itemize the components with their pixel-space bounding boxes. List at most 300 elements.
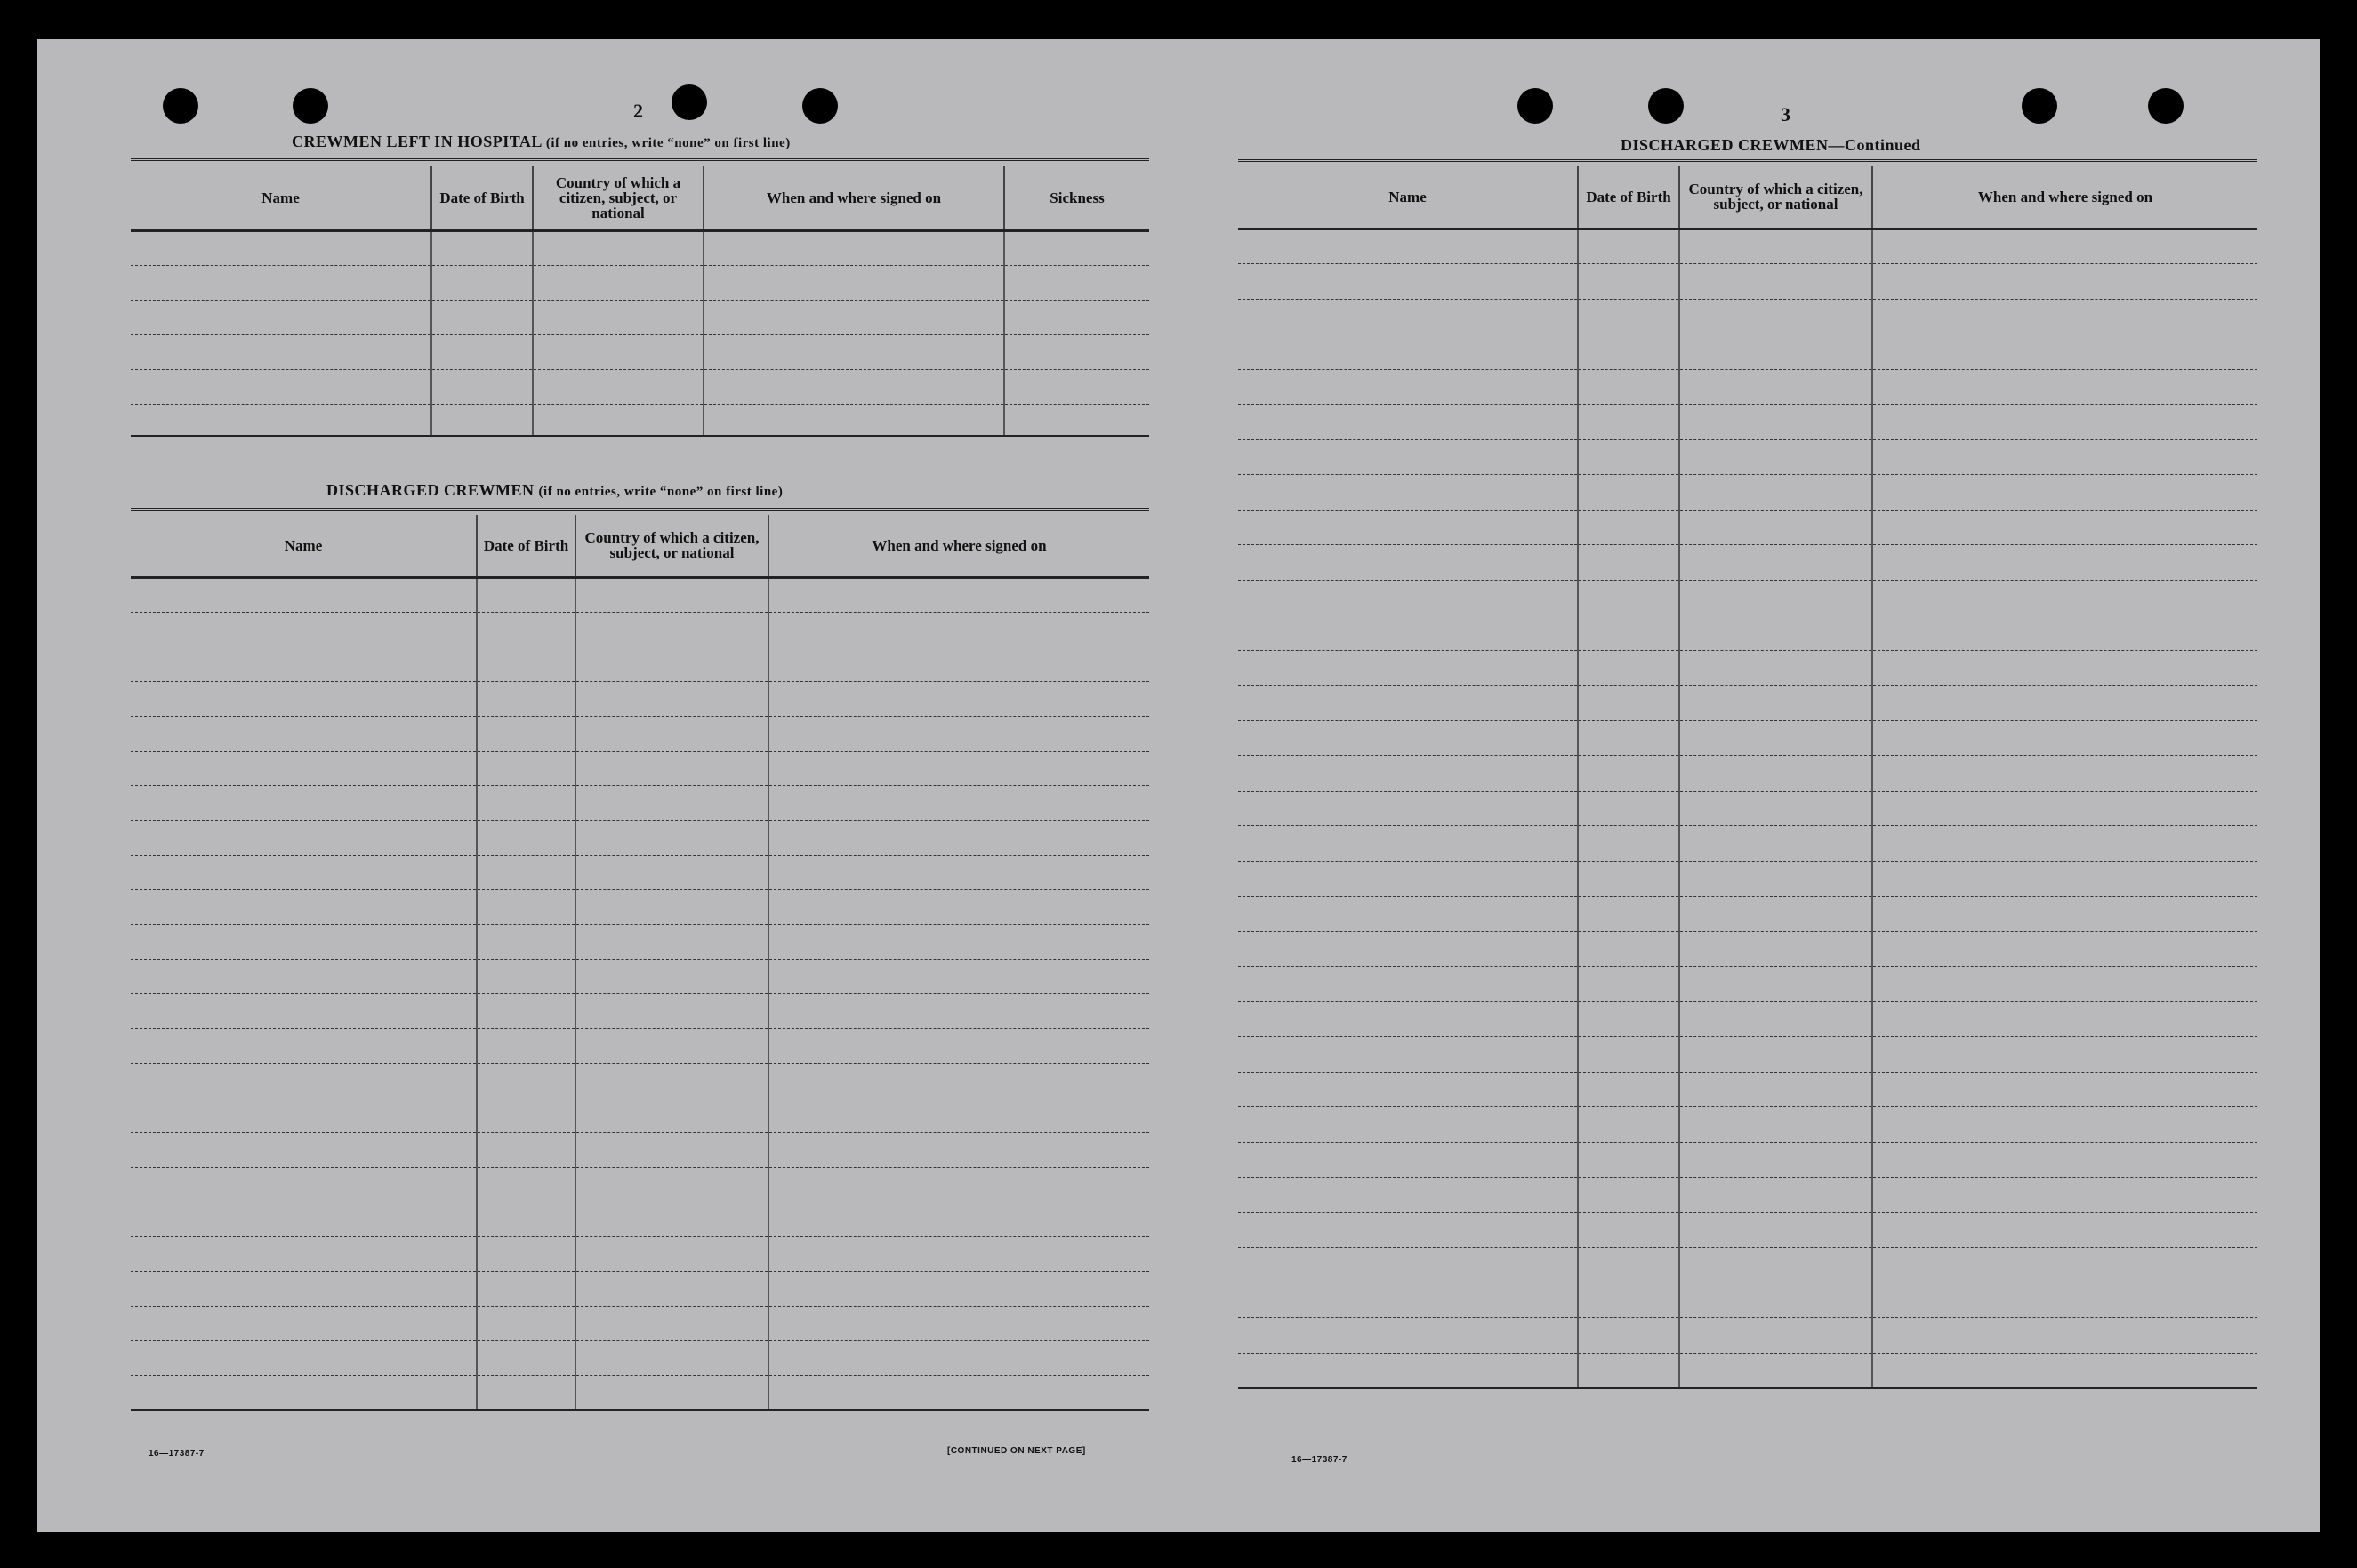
cell-name[interactable]	[1238, 650, 1578, 686]
cell-name[interactable]	[131, 612, 477, 647]
cell-name[interactable]	[1238, 1283, 1578, 1318]
cell-signed-on[interactable]	[768, 993, 1149, 1028]
cell-country[interactable]	[533, 404, 704, 436]
cell-country[interactable]	[1679, 1142, 1872, 1178]
cell-signed-on[interactable]	[704, 265, 1004, 300]
hospital-title-text: CREWMEN LEFT IN HOSPITAL	[292, 133, 542, 150]
cell-date-of-birth[interactable]	[1578, 1107, 1679, 1143]
cell-signed-on[interactable]	[768, 889, 1149, 924]
table-row	[131, 1063, 1149, 1098]
cell-country[interactable]	[533, 230, 704, 265]
cell-date-of-birth[interactable]	[1578, 299, 1679, 334]
cell-signed-on[interactable]	[768, 959, 1149, 993]
cell-date-of-birth[interactable]	[1578, 510, 1679, 545]
cell-country[interactable]	[1679, 1001, 1872, 1037]
cell-date-of-birth[interactable]	[477, 751, 575, 785]
cell-country[interactable]	[575, 1167, 768, 1202]
cell-signed-on[interactable]	[1872, 299, 2257, 334]
cell-date-of-birth[interactable]	[477, 855, 575, 889]
cell-sickness[interactable]	[1004, 230, 1149, 265]
cell-signed-on[interactable]	[1872, 510, 2257, 545]
cell-date-of-birth[interactable]	[1578, 229, 1679, 264]
cell-date-of-birth[interactable]	[1578, 1248, 1679, 1283]
cell-name[interactable]	[1238, 1353, 1578, 1388]
col-signed-on: When and where signed on	[768, 515, 1149, 577]
cell-country[interactable]	[575, 1375, 768, 1410]
cell-date-of-birth[interactable]	[1578, 1037, 1679, 1073]
cell-name[interactable]	[1238, 897, 1578, 932]
cell-country[interactable]	[1679, 615, 1872, 651]
cell-signed-on[interactable]	[768, 647, 1149, 681]
cell-country[interactable]	[1679, 510, 1872, 545]
cell-country[interactable]	[575, 993, 768, 1028]
cell-name[interactable]	[1238, 1178, 1578, 1213]
cell-date-of-birth[interactable]	[1578, 1142, 1679, 1178]
cell-signed-on[interactable]	[1872, 1318, 2257, 1354]
cell-signed-on[interactable]	[768, 1340, 1149, 1375]
table-row	[131, 577, 1149, 612]
cell-signed-on[interactable]	[768, 1306, 1149, 1340]
cell-country[interactable]	[575, 612, 768, 647]
cell-date-of-birth[interactable]	[477, 1028, 575, 1063]
cell-signed-on[interactable]	[1872, 439, 2257, 475]
cell-date-of-birth[interactable]	[477, 716, 575, 751]
cell-country[interactable]	[1679, 334, 1872, 370]
cell-date-of-birth[interactable]	[477, 1202, 575, 1236]
cell-country[interactable]	[1679, 720, 1872, 756]
cell-name[interactable]	[1238, 826, 1578, 862]
cell-country[interactable]	[575, 1306, 768, 1340]
cell-date-of-birth[interactable]	[477, 889, 575, 924]
cell-name[interactable]	[131, 647, 477, 681]
col-date-of-birth: Date of Birth	[1578, 166, 1679, 229]
cell-country[interactable]	[1679, 931, 1872, 967]
col-name: Name	[131, 515, 477, 577]
cell-signed-on[interactable]	[1872, 405, 2257, 440]
cell-signed-on[interactable]	[1872, 1212, 2257, 1248]
cell-signed-on[interactable]	[1872, 720, 2257, 756]
table-row	[1238, 686, 2257, 721]
cell-date-of-birth[interactable]	[477, 1063, 575, 1098]
cell-name[interactable]	[131, 785, 477, 820]
cell-date-of-birth[interactable]	[1578, 1212, 1679, 1248]
cell-name[interactable]	[1238, 791, 1578, 826]
cell-country[interactable]	[575, 647, 768, 681]
table-row	[131, 855, 1149, 889]
cell-name[interactable]	[1238, 1107, 1578, 1143]
cell-name[interactable]	[1238, 686, 1578, 721]
cell-name[interactable]	[131, 1132, 477, 1167]
cell-country[interactable]	[1679, 650, 1872, 686]
cell-name[interactable]	[131, 1340, 477, 1375]
cell-country[interactable]	[1679, 299, 1872, 334]
cell-country[interactable]	[575, 751, 768, 785]
cell-name[interactable]	[131, 1063, 477, 1098]
cell-date-of-birth[interactable]	[1578, 615, 1679, 651]
cell-country[interactable]	[1679, 967, 1872, 1002]
cell-date-of-birth[interactable]	[1578, 1318, 1679, 1354]
cell-date-of-birth[interactable]	[477, 785, 575, 820]
discharged-continued-title: DISCHARGED CREWMEN—Continued	[1621, 136, 1921, 154]
cell-country[interactable]	[1679, 1283, 1872, 1318]
cell-date-of-birth[interactable]	[1578, 686, 1679, 721]
table-row	[1238, 475, 2257, 511]
cell-date-of-birth[interactable]	[477, 1236, 575, 1271]
cell-signed-on[interactable]	[1872, 967, 2257, 1002]
cell-name[interactable]	[1238, 931, 1578, 967]
cell-name[interactable]	[131, 1028, 477, 1063]
cell-name[interactable]	[1238, 1318, 1578, 1354]
cell-signed-on[interactable]	[704, 369, 1004, 404]
table-row	[1238, 405, 2257, 440]
cell-signed-on[interactable]	[1872, 1142, 2257, 1178]
cell-country[interactable]	[1679, 897, 1872, 932]
cell-country[interactable]	[1679, 1178, 1872, 1213]
cell-country[interactable]	[1679, 791, 1872, 826]
cell-name[interactable]	[131, 820, 477, 855]
cell-name[interactable]	[1238, 510, 1578, 545]
cell-name[interactable]	[1238, 1037, 1578, 1073]
form-number: 16—17387-7	[1291, 1455, 1347, 1465]
cell-name[interactable]	[131, 1306, 477, 1340]
cell-date-of-birth[interactable]	[1578, 826, 1679, 862]
cell-signed-on[interactable]	[1872, 334, 2257, 370]
cell-date-of-birth[interactable]	[477, 681, 575, 716]
cell-signed-on[interactable]	[1872, 1283, 2257, 1318]
cell-date-of-birth[interactable]	[1578, 1353, 1679, 1388]
cell-name[interactable]	[1238, 369, 1578, 405]
cell-signed-on[interactable]	[768, 1271, 1149, 1306]
cell-signed-on[interactable]	[768, 1167, 1149, 1202]
cell-date-of-birth[interactable]	[1578, 1178, 1679, 1213]
cell-country[interactable]	[1679, 439, 1872, 475]
cell-date-of-birth[interactable]	[1578, 897, 1679, 932]
cell-date-of-birth[interactable]	[1578, 650, 1679, 686]
cell-date-of-birth[interactable]	[431, 230, 533, 265]
cell-country[interactable]	[575, 1271, 768, 1306]
cell-signed-on[interactable]	[768, 681, 1149, 716]
cell-signed-on[interactable]	[1872, 1107, 2257, 1143]
cell-signed-on[interactable]	[1872, 615, 2257, 651]
cell-name[interactable]	[131, 334, 431, 369]
cell-name[interactable]	[1238, 299, 1578, 334]
discharged-continued-top-rule	[1238, 159, 2257, 162]
cell-name[interactable]	[1238, 1001, 1578, 1037]
cell-name[interactable]	[131, 230, 431, 265]
cell-sickness[interactable]	[1004, 300, 1149, 334]
cell-name[interactable]	[1238, 334, 1578, 370]
cell-date-of-birth[interactable]	[477, 1132, 575, 1167]
cell-signed-on[interactable]	[768, 1098, 1149, 1132]
cell-signed-on[interactable]	[1872, 931, 2257, 967]
col-sickness: Sickness	[1004, 166, 1149, 230]
cell-country[interactable]	[1679, 1072, 1872, 1107]
cell-date-of-birth[interactable]	[431, 265, 533, 300]
cell-signed-on[interactable]	[768, 577, 1149, 612]
cell-signed-on[interactable]	[1872, 369, 2257, 405]
cell-name[interactable]	[1238, 580, 1578, 615]
cell-name[interactable]	[1238, 264, 1578, 300]
table-row	[1238, 1001, 2257, 1037]
cell-signed-on[interactable]	[768, 716, 1149, 751]
cell-signed-on[interactable]	[1872, 650, 2257, 686]
cell-name[interactable]	[1238, 1248, 1578, 1283]
cell-name[interactable]	[131, 1271, 477, 1306]
cell-country[interactable]	[1679, 1212, 1872, 1248]
discharged-continued-rows	[1238, 229, 2257, 1388]
cell-date-of-birth[interactable]	[477, 1306, 575, 1340]
col-country: Country of which a citizen, subject, or national	[533, 166, 704, 230]
table-row	[131, 1340, 1149, 1375]
cell-name[interactable]	[131, 1236, 477, 1271]
cell-country[interactable]	[575, 1202, 768, 1236]
cell-country[interactable]	[1679, 756, 1872, 792]
cell-name[interactable]	[1238, 475, 1578, 511]
cell-signed-on[interactable]	[1872, 1072, 2257, 1107]
cell-signed-on[interactable]	[1872, 264, 2257, 300]
cell-signed-on[interactable]	[704, 300, 1004, 334]
cell-date-of-birth[interactable]	[477, 1375, 575, 1410]
cell-date-of-birth[interactable]	[1578, 861, 1679, 897]
cell-date-of-birth[interactable]	[477, 612, 575, 647]
cell-date-of-birth[interactable]	[1578, 580, 1679, 615]
cell-country[interactable]	[1679, 1318, 1872, 1354]
cell-name[interactable]	[1238, 861, 1578, 897]
cell-country[interactable]	[575, 1340, 768, 1375]
col-country: Country of which a citizen, subject, or national	[575, 515, 768, 577]
cell-signed-on[interactable]	[1872, 1353, 2257, 1388]
discharged-rows	[131, 577, 1149, 1410]
cell-date-of-birth[interactable]	[1578, 1283, 1679, 1318]
cell-name[interactable]	[1238, 720, 1578, 756]
cell-date-of-birth[interactable]	[477, 1271, 575, 1306]
cell-name[interactable]	[131, 681, 477, 716]
cell-signed-on[interactable]	[768, 1375, 1149, 1410]
cell-name[interactable]	[131, 1167, 477, 1202]
cell-country[interactable]	[575, 959, 768, 993]
cell-signed-on[interactable]	[1872, 861, 2257, 897]
cell-country[interactable]	[575, 716, 768, 751]
cell-sickness[interactable]	[1004, 265, 1149, 300]
cell-country[interactable]	[575, 1028, 768, 1063]
cell-country[interactable]	[1679, 545, 1872, 581]
cell-name[interactable]	[131, 404, 431, 436]
cell-country[interactable]	[575, 924, 768, 959]
cell-signed-on[interactable]	[768, 751, 1149, 785]
cell-name[interactable]	[1238, 756, 1578, 792]
cell-name[interactable]	[1238, 1072, 1578, 1107]
cell-country[interactable]	[533, 300, 704, 334]
cell-date-of-birth[interactable]	[1578, 967, 1679, 1002]
cell-name[interactable]	[131, 265, 431, 300]
cell-date-of-birth[interactable]	[1578, 756, 1679, 792]
cell-date-of-birth[interactable]	[1578, 545, 1679, 581]
cell-country[interactable]	[1679, 686, 1872, 721]
cell-date-of-birth[interactable]	[431, 369, 533, 404]
cell-signed-on[interactable]	[768, 1028, 1149, 1063]
table-row	[131, 1028, 1149, 1063]
cell-date-of-birth[interactable]	[477, 1098, 575, 1132]
cell-name[interactable]	[1238, 545, 1578, 581]
cell-country[interactable]	[575, 1132, 768, 1167]
cell-country[interactable]	[575, 855, 768, 889]
cell-country[interactable]	[575, 785, 768, 820]
cell-date-of-birth[interactable]	[477, 577, 575, 612]
cell-country[interactable]	[575, 1236, 768, 1271]
table-row	[131, 1167, 1149, 1202]
cell-country[interactable]	[1679, 264, 1872, 300]
table-row	[1238, 1353, 2257, 1388]
cell-signed-on[interactable]	[1872, 545, 2257, 581]
cell-date-of-birth[interactable]	[1578, 791, 1679, 826]
cell-signed-on[interactable]	[704, 404, 1004, 436]
cell-name[interactable]	[131, 369, 431, 404]
cell-country[interactable]	[1679, 1248, 1872, 1283]
cell-country[interactable]	[1679, 580, 1872, 615]
table-row	[1238, 299, 2257, 334]
hospital-top-rule	[131, 158, 1149, 161]
cell-signed-on[interactable]	[1872, 1248, 2257, 1283]
cell-date-of-birth[interactable]	[1578, 1072, 1679, 1107]
cell-signed-on[interactable]	[704, 230, 1004, 265]
cell-signed-on[interactable]	[1872, 1178, 2257, 1213]
table-row	[131, 716, 1149, 751]
punch-hole	[672, 84, 707, 120]
cell-country[interactable]	[1679, 1037, 1872, 1073]
cell-name[interactable]	[1238, 405, 1578, 440]
cell-date-of-birth[interactable]	[1578, 931, 1679, 967]
cell-date-of-birth[interactable]	[1578, 264, 1679, 300]
cell-name[interactable]	[131, 1202, 477, 1236]
cell-country[interactable]	[1679, 1107, 1872, 1143]
punch-hole	[2022, 88, 2057, 124]
cell-date-of-birth[interactable]	[477, 959, 575, 993]
cell-country[interactable]	[575, 1098, 768, 1132]
cell-signed-on[interactable]	[1872, 686, 2257, 721]
table-row	[1238, 439, 2257, 475]
cell-date-of-birth[interactable]	[1578, 475, 1679, 511]
cell-name[interactable]	[1238, 439, 1578, 475]
cell-name[interactable]	[131, 855, 477, 889]
cell-signed-on[interactable]	[1872, 756, 2257, 792]
cell-date-of-birth[interactable]	[1578, 1001, 1679, 1037]
cell-date-of-birth[interactable]	[477, 1340, 575, 1375]
cell-date-of-birth[interactable]	[431, 334, 533, 369]
cell-country[interactable]	[533, 369, 704, 404]
cell-name[interactable]	[131, 751, 477, 785]
col-name: Name	[1238, 166, 1578, 229]
cell-name[interactable]	[131, 300, 431, 334]
cell-signed-on[interactable]	[704, 334, 1004, 369]
cell-date-of-birth[interactable]	[477, 993, 575, 1028]
cell-signed-on[interactable]	[1872, 1001, 2257, 1037]
cell-name[interactable]	[131, 889, 477, 924]
cell-name[interactable]	[1238, 615, 1578, 651]
cell-date-of-birth[interactable]	[477, 924, 575, 959]
cell-country[interactable]	[575, 889, 768, 924]
cell-date-of-birth[interactable]	[1578, 439, 1679, 475]
cell-name[interactable]	[131, 993, 477, 1028]
cell-country[interactable]	[1679, 826, 1872, 862]
table-row	[131, 785, 1149, 820]
cell-country[interactable]	[533, 334, 704, 369]
cell-name[interactable]	[1238, 1212, 1578, 1248]
cell-signed-on[interactable]	[768, 1063, 1149, 1098]
cell-date-of-birth[interactable]	[477, 647, 575, 681]
cell-signed-on[interactable]	[768, 1132, 1149, 1167]
cell-country[interactable]	[1679, 229, 1872, 264]
table-row	[131, 820, 1149, 855]
cell-country[interactable]	[575, 681, 768, 716]
cell-country[interactable]	[575, 820, 768, 855]
cell-date-of-birth[interactable]	[1578, 405, 1679, 440]
cell-signed-on[interactable]	[768, 820, 1149, 855]
cell-sickness[interactable]	[1004, 369, 1149, 404]
cell-signed-on[interactable]	[1872, 897, 2257, 932]
table-row	[1238, 791, 2257, 826]
cell-signed-on[interactable]	[768, 924, 1149, 959]
col-signed-on: When and where signed on	[704, 166, 1004, 230]
cell-country[interactable]	[533, 265, 704, 300]
cell-date-of-birth[interactable]	[477, 1167, 575, 1202]
cell-sickness[interactable]	[1004, 404, 1149, 436]
cell-country[interactable]	[1679, 369, 1872, 405]
cell-signed-on[interactable]	[1872, 229, 2257, 264]
form-number: 16—17387-7	[149, 1449, 205, 1459]
cell-country[interactable]	[575, 577, 768, 612]
cell-name[interactable]	[131, 716, 477, 751]
table-row	[1238, 580, 2257, 615]
cell-signed-on[interactable]	[1872, 475, 2257, 511]
cell-date-of-birth[interactable]	[1578, 334, 1679, 370]
cell-date-of-birth[interactable]	[1578, 720, 1679, 756]
table-row	[131, 1236, 1149, 1271]
cell-date-of-birth[interactable]	[431, 300, 533, 334]
cell-country[interactable]	[1679, 475, 1872, 511]
cell-signed-on[interactable]	[1872, 826, 2257, 862]
cell-name[interactable]	[1238, 229, 1578, 264]
cell-name[interactable]	[1238, 1142, 1578, 1178]
table-row	[1238, 720, 2257, 756]
cell-date-of-birth[interactable]	[1578, 369, 1679, 405]
cell-country[interactable]	[575, 1063, 768, 1098]
cell-signed-on[interactable]	[768, 1236, 1149, 1271]
cell-name[interactable]	[131, 959, 477, 993]
cell-date-of-birth[interactable]	[431, 404, 533, 436]
cell-country[interactable]	[1679, 1353, 1872, 1388]
table-row	[131, 1132, 1149, 1167]
cell-signed-on[interactable]	[1872, 1037, 2257, 1073]
cell-signed-on[interactable]	[1872, 791, 2257, 826]
cell-signed-on[interactable]	[768, 612, 1149, 647]
discharged-section-title	[326, 481, 783, 500]
cell-date-of-birth[interactable]	[477, 820, 575, 855]
cell-sickness[interactable]	[1004, 334, 1149, 369]
cell-name[interactable]	[1238, 967, 1578, 1002]
cell-signed-on[interactable]	[768, 855, 1149, 889]
cell-name[interactable]	[131, 1375, 477, 1410]
cell-name[interactable]	[131, 924, 477, 959]
cell-country[interactable]	[1679, 861, 1872, 897]
cell-country[interactable]	[1679, 405, 1872, 440]
cell-name[interactable]	[131, 1098, 477, 1132]
cell-signed-on[interactable]	[768, 1202, 1149, 1236]
cell-name[interactable]	[131, 577, 477, 612]
discharged-title-text: DISCHARGED CREWMEN	[326, 481, 535, 499]
cell-signed-on[interactable]	[1872, 580, 2257, 615]
hospital-title-note: (if no entries, write “none” on first line)	[545, 136, 791, 150]
cell-signed-on[interactable]	[768, 785, 1149, 820]
